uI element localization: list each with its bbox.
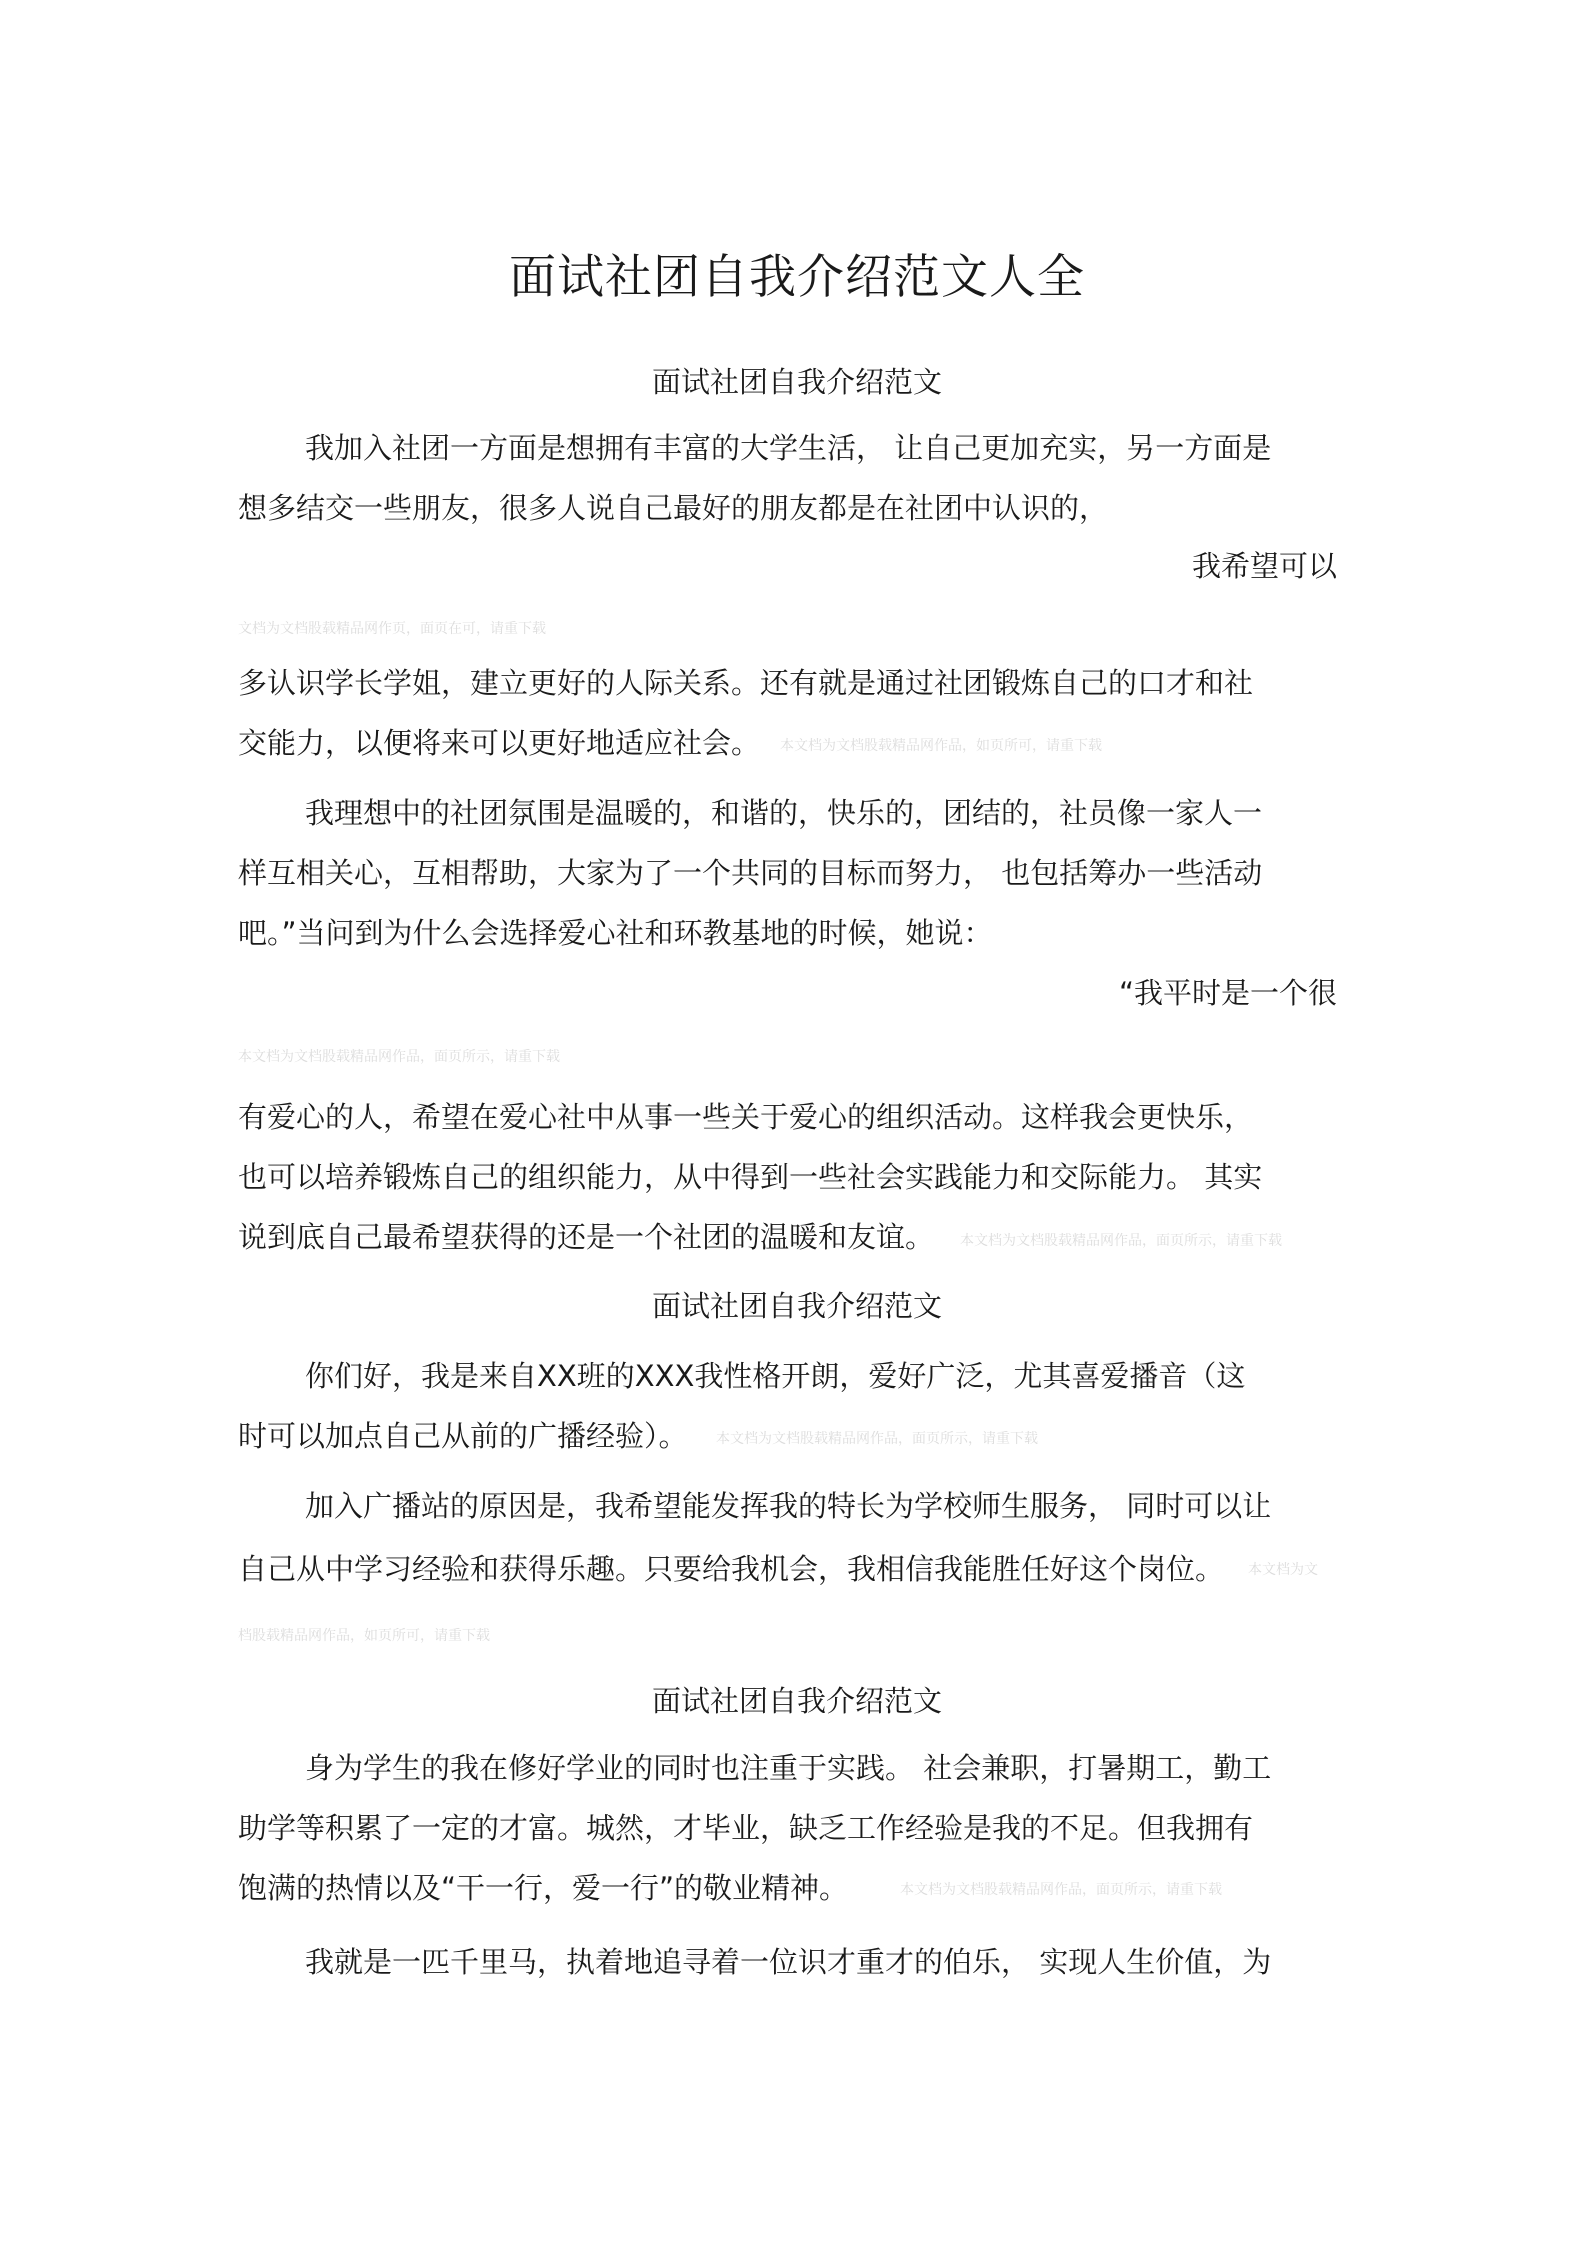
paragraph-line: 自己从中学习经验和获得乐趣。只要给我机会，我相信我能胜任好这个岗位。 — [238, 1552, 1225, 1586]
paragraph-line: 身为学生的我在修好学业的同时也注重于实践。 社会兼职，打暑期工，勤工 — [305, 1751, 1272, 1785]
paragraph-line: 说到底自己最希望获得的还是一个社团的温暖和友谊。 — [238, 1220, 935, 1254]
paragraph-line: 吧。”当问到为什么会选择爱心社和环教基地的时候，她说： — [238, 916, 993, 950]
watermark-text: 本文档为文档股载精品网作品，如页所可，请重下载 — [780, 738, 1102, 754]
paragraph-line: 交能力，以便将来可以更好地适应社会。 — [238, 726, 761, 760]
watermark-text: 本文档为文档股载精品网作品，面页所示，请重下载 — [960, 1233, 1282, 1249]
paragraph-line: 我就是一匹千里马，执着地追寻着一位识才重才的伯乐， 实现人生价值，为 — [305, 1945, 1272, 1979]
paragraph-line: 加入广播站的原因是，我希望能发挥我的特长为学校师生服务， 同时可以让 — [305, 1489, 1272, 1523]
paragraph-line: 也可以培养锻炼自己的组织能力，从中得到一些社会实践能力和交际能力。 其实 — [238, 1160, 1263, 1194]
section-heading: 面试社团自我介绍范文 — [651, 1289, 942, 1323]
section-heading: 面试社团自我介绍范文 — [651, 1684, 942, 1718]
watermark-text: 本文档为文 — [1248, 1562, 1318, 1578]
document-title: 面试社团自我介绍范文人全 — [509, 250, 1085, 305]
paragraph-line: 饱满的热情以及“干一行，爱一行”的敬业精神。 — [238, 1871, 849, 1905]
watermark-text: 本文档为文档股载精品网作品，面页所示，请重下载 — [900, 1882, 1222, 1898]
paragraph-line: 我加入社团一方面是想拥有丰富的大学生活， 让自己更加充实，另一方面是 — [305, 431, 1272, 465]
watermark-text: 本文档为文档股载精品网作品，面页所示，请重下载 — [238, 1049, 560, 1065]
paragraph-line: 你们好，我是来自XX班的XXX我性格开朗，爱好广泛，尤其喜爱播音（这 — [305, 1359, 1246, 1393]
paragraph-line: 时可以加点自己从前的广播经验）。 — [238, 1419, 688, 1453]
paragraph-line: 想多结交一些朋友，很多人说自己最好的朋友都是在社团中认识的， — [238, 491, 1109, 525]
paragraph-line: “我平时是一个很 — [1118, 976, 1337, 1010]
paragraph-line: 助学等积累了一定的才富。城然，才毕业，缺乏工作经验是我的不足。但我拥有 — [238, 1811, 1254, 1845]
watermark-text: 文档为文档股载精品网作页，面页在可，请重下载 — [238, 621, 546, 637]
paragraph-line: 样互相关心，互相帮助，大家为了一个共同的目标而努力， 也包括筹办一些活动 — [238, 856, 1263, 890]
watermark-text: 档股载精品网作品，如页所可，请重下载 — [238, 1628, 490, 1644]
paragraph-line: 我希望可以 — [1191, 549, 1337, 583]
section-heading: 面试社团自我介绍范文 — [651, 365, 942, 399]
watermark-text: 本文档为文档股载精品网作品，面页所示，请重下载 — [716, 1431, 1038, 1447]
paragraph-line: 有爱心的人，希望在爱心社中从事一些关于爱心的组织活动。这样我会更快乐， — [238, 1100, 1254, 1134]
paragraph-line: 多认识学长学姐，建立更好的人际关系。还有就是通过社团锻炼自己的口才和社 — [238, 666, 1254, 700]
paragraph-line: 我理想中的社团氛围是温暖的，和谐的，快乐的，团结的，社员像一家人一 — [305, 796, 1263, 830]
